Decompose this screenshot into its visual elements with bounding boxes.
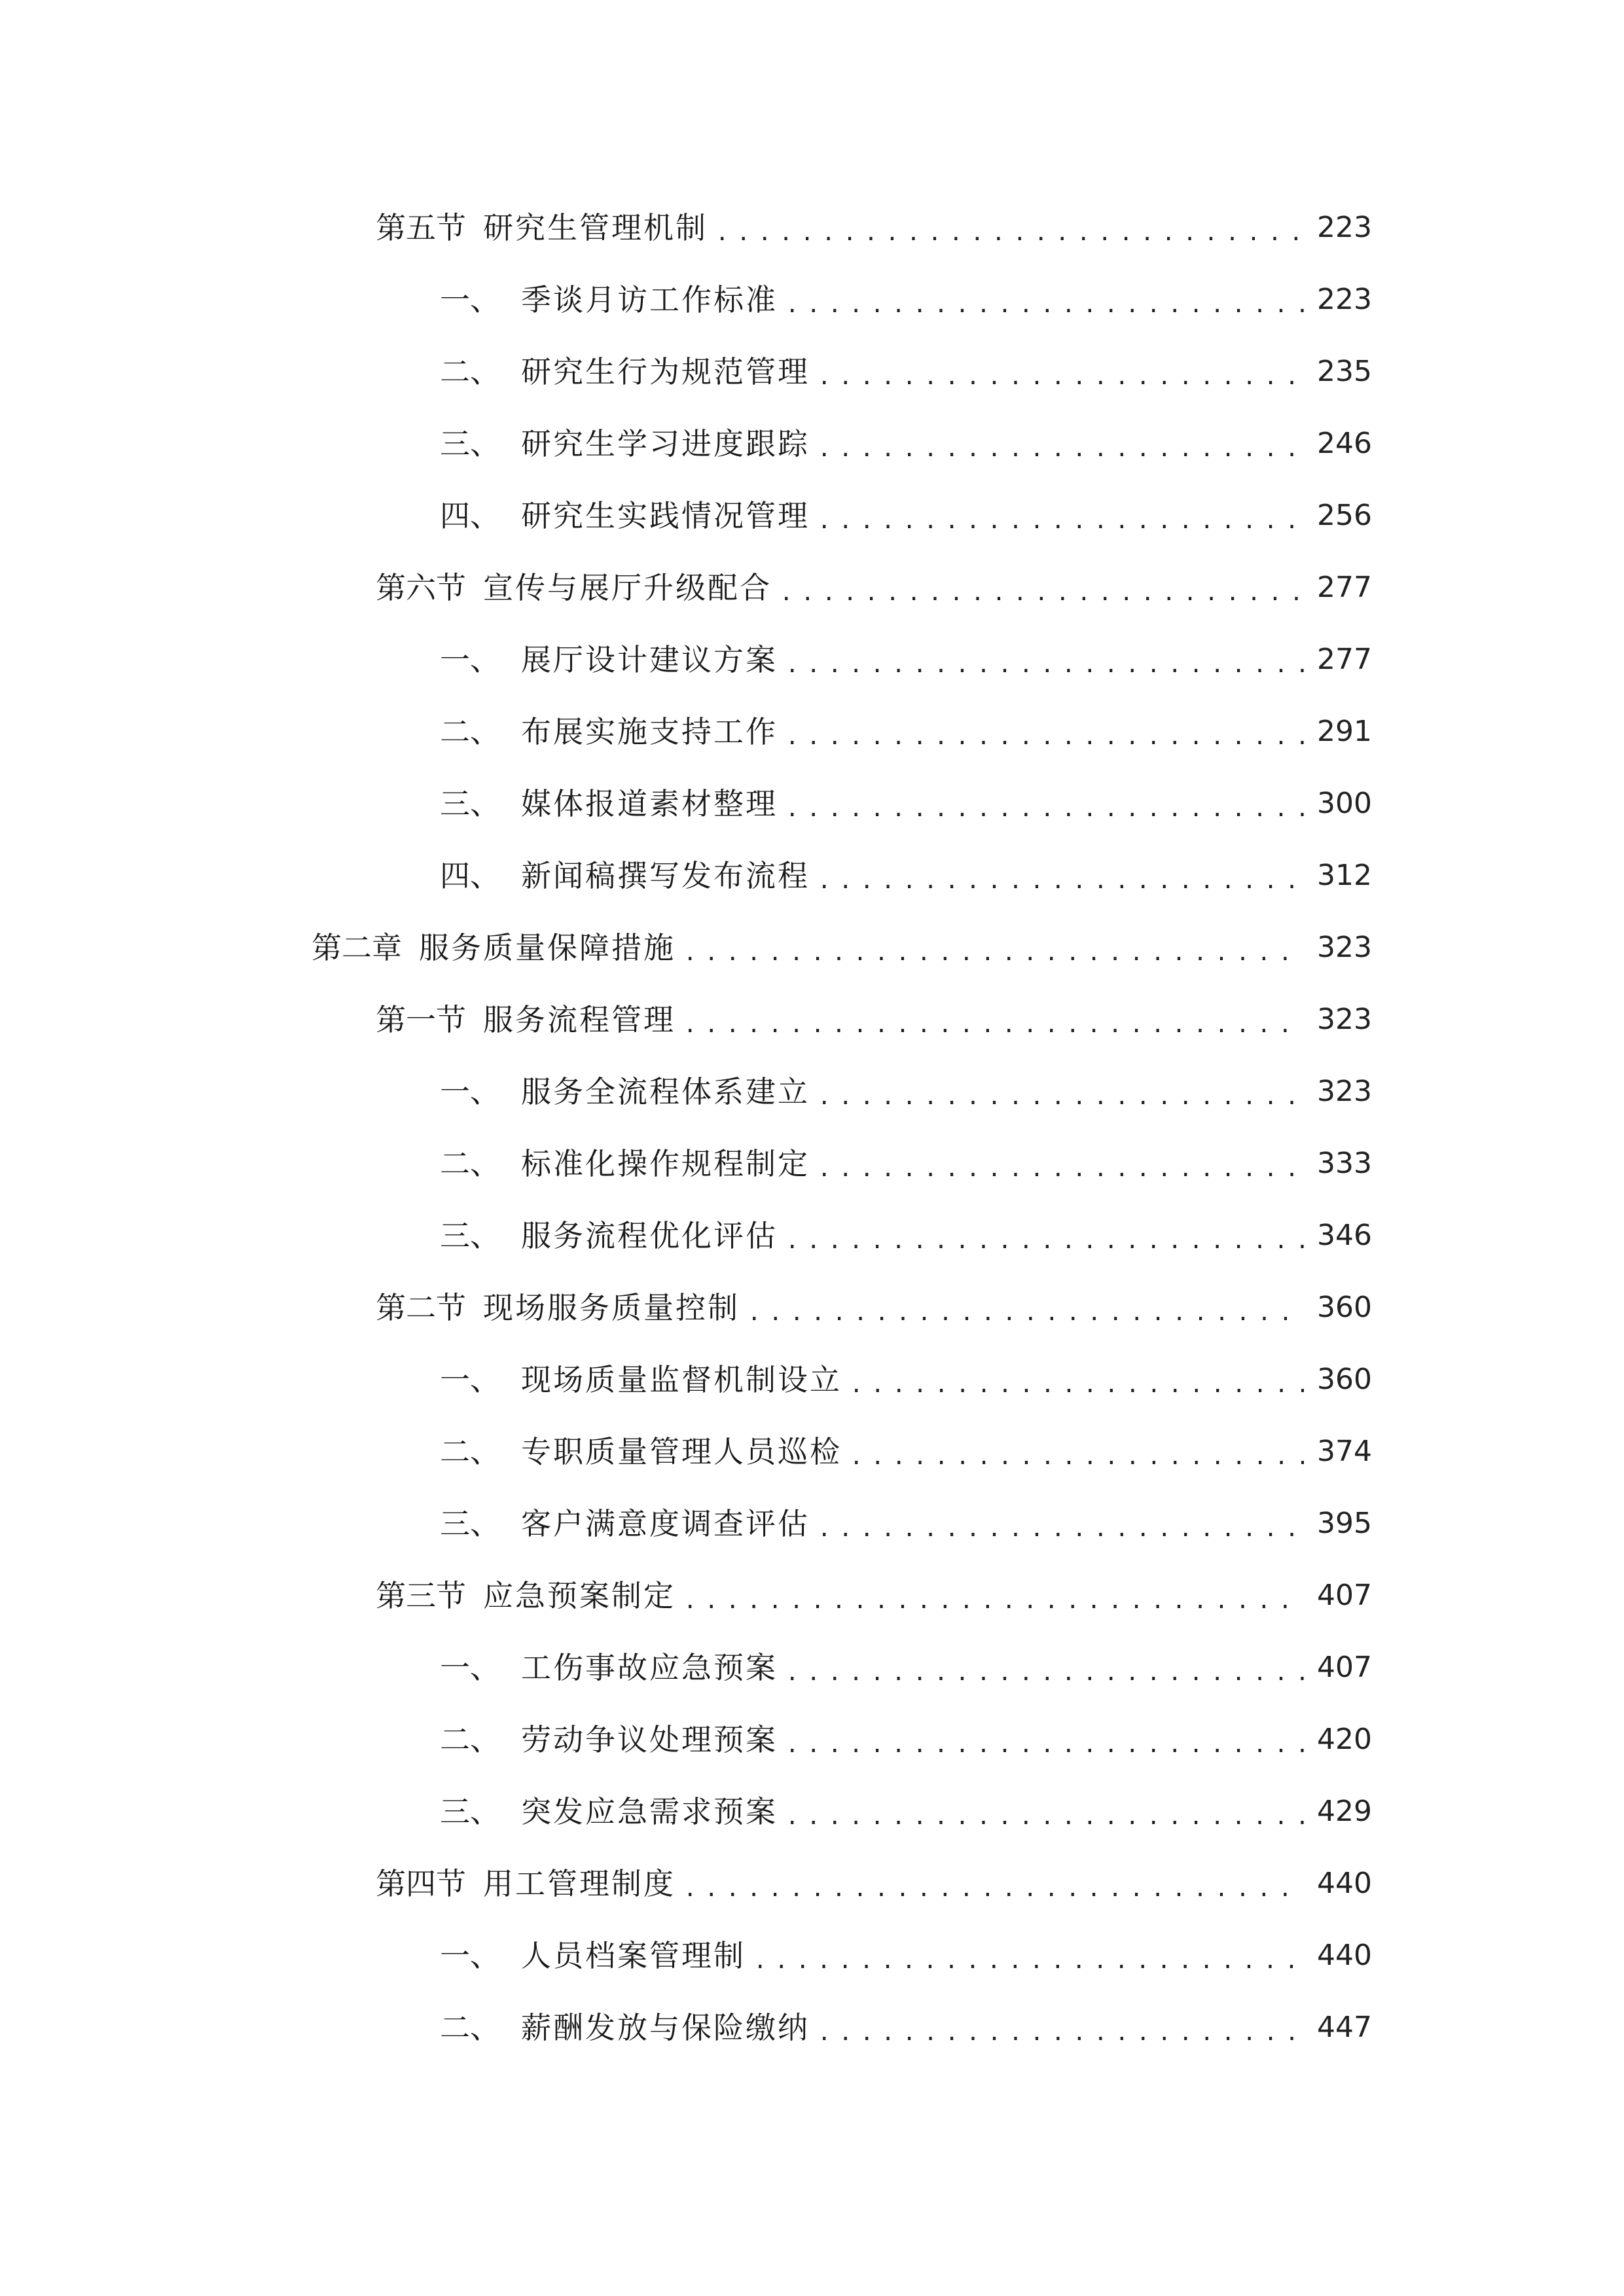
- toc-entry-item[interactable]: [440, 1354, 1372, 1406]
- page-number: 374: [1317, 1435, 1372, 1468]
- item-number: 二、: [440, 1722, 500, 1757]
- toc-entry-item[interactable]: [440, 706, 1372, 758]
- dot-leader: [785, 1724, 1304, 1766]
- dot-leader: [785, 788, 1304, 830]
- toc-entry-section[interactable]: [376, 994, 1372, 1046]
- dot-leader: [785, 1220, 1304, 1262]
- toc-entry-item[interactable]: [440, 850, 1372, 902]
- section-number: 第三节: [376, 1578, 466, 1613]
- dot-leader: [818, 2012, 1304, 2054]
- dot-leader: [683, 1868, 1304, 1910]
- item-number: 三、: [440, 786, 500, 821]
- item-number: 一、: [440, 1362, 500, 1397]
- dot-leader: [818, 428, 1304, 470]
- toc-entry-item[interactable]: [440, 1929, 1372, 1982]
- dot-leader: [818, 500, 1304, 542]
- chapter-number: 第二章: [312, 930, 402, 965]
- toc-entry-item[interactable]: [440, 1138, 1372, 1190]
- dot-leader: [715, 212, 1304, 254]
- toc-entry-item[interactable]: [440, 1066, 1372, 1118]
- dot-leader: [753, 1940, 1304, 1982]
- dot-leader: [748, 1292, 1304, 1334]
- entry-title: 服务全流程体系建立: [521, 1074, 810, 1109]
- item-number: 一、: [440, 1650, 500, 1685]
- entry-title: 新闻稿撰写发布流程: [521, 858, 810, 893]
- item-number: 三、: [440, 1506, 500, 1541]
- entry-title: 用工管理制度: [483, 1866, 676, 1901]
- dot-leader: [818, 1508, 1304, 1550]
- page-number: 395: [1317, 1507, 1372, 1540]
- entry-title: 宣传与展厅升级配合: [483, 570, 772, 605]
- dot-leader: [818, 356, 1304, 398]
- item-number: 三、: [440, 1218, 500, 1253]
- page-number: 346: [1317, 1219, 1372, 1252]
- dot-leader: [818, 1148, 1304, 1190]
- toc-entry-item[interactable]: [440, 346, 1372, 398]
- dot-leader: [683, 1004, 1304, 1046]
- page-number: 323: [1317, 1003, 1372, 1036]
- entry-title: 服务流程管理: [483, 1002, 676, 1037]
- section-number: 第五节: [376, 210, 466, 245]
- dot-leader: [850, 1364, 1304, 1406]
- entry-title: 现场服务质量控制: [483, 1290, 740, 1325]
- page-number: 360: [1317, 1291, 1372, 1324]
- dot-leader: [683, 1580, 1304, 1622]
- page-number: 407: [1317, 1651, 1372, 1684]
- page-number: 312: [1317, 859, 1372, 892]
- toc-entry-section[interactable]: [376, 1857, 1372, 1910]
- entry-title: 薪酬发放与保险缴纳: [521, 2010, 810, 2045]
- page-number: 256: [1317, 499, 1372, 532]
- dot-leader: [785, 644, 1304, 686]
- toc-entry-item[interactable]: [440, 490, 1372, 542]
- page-number: 235: [1317, 355, 1372, 388]
- page-number: 277: [1317, 643, 1372, 676]
- item-number: 四、: [440, 498, 500, 533]
- section-number: 第二节: [376, 1290, 466, 1325]
- dot-leader: [785, 1796, 1304, 1838]
- item-number: 二、: [440, 2010, 500, 2045]
- toc-entry-item[interactable]: [440, 1498, 1372, 1550]
- page-number: 429: [1317, 1795, 1372, 1828]
- page-number: 440: [1317, 1867, 1372, 1900]
- item-number: 一、: [440, 1074, 500, 1109]
- entry-title: 服务流程优化评估: [521, 1218, 778, 1253]
- entry-title: 标准化操作规程制定: [521, 1146, 810, 1181]
- page-number: 420: [1317, 1723, 1372, 1756]
- toc-entry-item[interactable]: [440, 1641, 1372, 1694]
- page-number: 246: [1317, 427, 1372, 460]
- entry-title: 人员档案管理制: [521, 1938, 746, 1973]
- toc-entry-chapter[interactable]: [312, 922, 1372, 974]
- toc-entry-item[interactable]: [440, 418, 1372, 470]
- entry-title: 媒体报道素材整理: [521, 786, 778, 821]
- page-number: 323: [1317, 931, 1372, 964]
- dot-leader: [683, 932, 1304, 974]
- entry-title: 研究生管理机制: [483, 210, 708, 245]
- entry-title: 布展实施支持工作: [521, 714, 778, 749]
- dot-leader: [850, 1436, 1304, 1478]
- item-number: 二、: [440, 714, 500, 749]
- toc-entry-item[interactable]: [440, 1426, 1372, 1478]
- dot-leader: [818, 1076, 1304, 1118]
- entry-title: 劳动争议处理预案: [521, 1722, 778, 1757]
- toc-entry-item[interactable]: [440, 1713, 1372, 1766]
- toc-entry-section[interactable]: [376, 202, 1372, 254]
- entry-title: 现场质量监督机制设立: [521, 1362, 842, 1397]
- entry-title: 展厅设计建议方案: [521, 642, 778, 677]
- item-number: 二、: [440, 1434, 500, 1469]
- toc-entry-section[interactable]: [376, 562, 1372, 614]
- toc-entry-item[interactable]: [440, 1210, 1372, 1262]
- dot-leader: [818, 860, 1304, 902]
- page-number: 323: [1317, 1075, 1372, 1108]
- item-number: 一、: [440, 1938, 500, 1973]
- item-number: 二、: [440, 354, 500, 389]
- page-number: 291: [1317, 715, 1372, 748]
- item-number: 三、: [440, 1794, 500, 1829]
- page-number: 447: [1317, 2011, 1372, 2044]
- page-number: 440: [1317, 1939, 1372, 1972]
- page-number: 223: [1317, 283, 1372, 316]
- item-number: 三、: [440, 426, 500, 461]
- entry-title: 服务质量保障措施: [419, 930, 676, 965]
- entry-title: 研究生实践情况管理: [521, 498, 810, 533]
- entry-title: 客户满意度调查评估: [521, 1506, 810, 1541]
- entry-title: 工伤事故应急预案: [521, 1650, 778, 1685]
- toc-entry-item[interactable]: [440, 2001, 1372, 2054]
- entry-title: 突发应急需求预案: [521, 1794, 778, 1829]
- entry-title: 研究生学习进度跟踪: [521, 426, 810, 461]
- toc-entry-section[interactable]: [376, 1282, 1372, 1334]
- entry-title: 专职质量管理人员巡检: [521, 1434, 842, 1469]
- page-number: 300: [1317, 787, 1372, 820]
- entry-title: 研究生行为规范管理: [521, 354, 810, 389]
- entry-title: 季谈月访工作标准: [521, 282, 778, 317]
- page-number: 333: [1317, 1147, 1372, 1180]
- toc-entry-item[interactable]: [440, 1785, 1372, 1838]
- dot-leader: [780, 572, 1304, 614]
- section-number: 第一节: [376, 1002, 466, 1037]
- section-number: 第六节: [376, 570, 466, 605]
- toc-entry-item[interactable]: [440, 778, 1372, 830]
- item-number: 一、: [440, 642, 500, 677]
- item-number: 四、: [440, 858, 500, 893]
- page-number: 277: [1317, 571, 1372, 604]
- toc-entry-section[interactable]: [376, 1570, 1372, 1622]
- toc-entry-item[interactable]: [440, 274, 1372, 326]
- section-number: 第四节: [376, 1866, 466, 1901]
- dot-leader: [785, 1652, 1304, 1694]
- page-number: 407: [1317, 1579, 1372, 1612]
- item-number: 二、: [440, 1146, 500, 1181]
- toc-entry-item[interactable]: [440, 634, 1372, 686]
- item-number: 一、: [440, 282, 500, 317]
- page-number: 223: [1317, 211, 1372, 244]
- entry-title: 应急预案制定: [483, 1578, 676, 1613]
- dot-leader: [785, 284, 1304, 326]
- page-number: 360: [1317, 1363, 1372, 1396]
- dot-leader: [785, 716, 1304, 758]
